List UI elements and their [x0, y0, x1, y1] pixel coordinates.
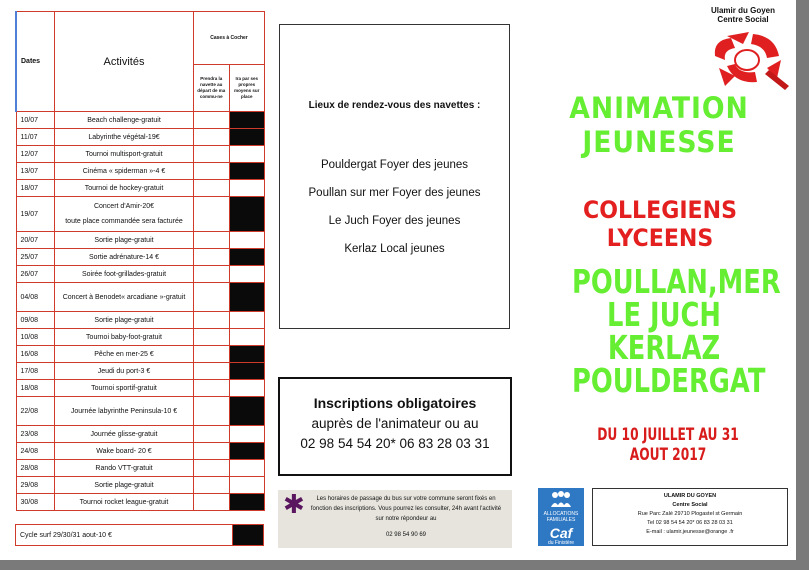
header-checkboxes: Cases à Cocher [194, 12, 265, 65]
page-shadow-bottom [0, 560, 809, 570]
own-means-checkbox[interactable] [229, 443, 265, 460]
shuttle-checkbox[interactable] [194, 232, 230, 249]
header-dates: Dates [16, 12, 55, 112]
shuttle-checkbox[interactable] [194, 180, 230, 197]
registration-text: auprès de l'animateur ou au [311, 416, 479, 431]
table-row [16, 146, 265, 163]
table-row [16, 380, 265, 397]
own-means-checkbox[interactable] [229, 283, 265, 312]
activity-label: Tournoi rocket league-gratuit [79, 498, 169, 506]
shuttle-checkbox[interactable] [194, 346, 230, 363]
jeunesse-line: JEUNESSE [582, 125, 736, 159]
row-date: 18/08 [16, 380, 55, 397]
row-date: 30/08 [16, 494, 55, 511]
table-row [16, 443, 265, 460]
own-means-checkbox[interactable] [229, 163, 265, 180]
own-means-checkbox[interactable] [229, 232, 265, 249]
bus-note-phone: 02 98 54 90 69 [385, 532, 427, 538]
table-row [16, 180, 265, 197]
table-row [16, 494, 265, 511]
row-date: 22/08 [16, 397, 55, 426]
bus-note-text: Les horaires de passage du bus sur votre commune seront fixés en fonction des inscriptions. Vous pourrez les consulter, 24h avant l'activité sur notre répondeur au [310, 496, 502, 522]
activity-label: Pêche en mer-25 € [94, 350, 154, 358]
contact-address: Rue Parc Zalé 29710 Plogastel st Germain [637, 511, 743, 517]
row-date: 24/08 [16, 443, 55, 460]
contact-email[interactable]: E-mail : ulamir.jeunesse@orange .fr [646, 529, 734, 535]
shuttle-checkbox[interactable] [194, 477, 230, 494]
row-date: 13/07 [16, 163, 55, 180]
animation-title [557, 91, 761, 159]
row-activity [55, 443, 194, 460]
shuttle-checkbox[interactable] [194, 146, 230, 163]
asterisk-icon: ✱ [283, 489, 305, 519]
shuttle-checkbox[interactable] [194, 426, 230, 443]
shuttle-checkbox[interactable] [194, 329, 230, 346]
row-date: 18/07 [16, 180, 55, 197]
row-activity [55, 346, 194, 363]
town-name: KERLAZ [607, 328, 721, 367]
activity-label: Jeudi du port-3 € [97, 367, 151, 375]
header-shuttle-column: Prendra la navette au départ de ma commu-ne [194, 65, 230, 112]
row-date: 29/08 [16, 477, 55, 494]
row-activity [55, 426, 194, 443]
shuttle-checkbox[interactable] [194, 443, 230, 460]
audience-title [563, 196, 756, 252]
activity-label: Sortie plage-gratuit [94, 316, 154, 324]
own-means-checkbox[interactable] [229, 460, 265, 477]
own-means-checkbox[interactable] [229, 494, 265, 511]
shuttle-checkbox[interactable] [194, 266, 230, 283]
surf-cycle-label: Cycle surf 29/30/31 aout-10 € [20, 531, 112, 539]
brand-line-1: Ulamir du Goyen [710, 6, 775, 15]
activity-label: Rando VTT-gratuit [95, 464, 153, 472]
animation-line: ANIMATION [569, 91, 749, 125]
row-activity [55, 397, 194, 426]
row-activity [55, 460, 194, 477]
row-date: 09/08 [16, 312, 55, 329]
town-name: POULLAN,MER [571, 262, 781, 301]
activity-note: toute place commandée sera facturée [65, 218, 183, 225]
surf-cycle-checkbox[interactable] [232, 525, 263, 545]
event-dates: DU 10 JUILLET AU 31 AOUT 2017 [597, 425, 739, 465]
own-means-checkbox[interactable] [229, 180, 265, 197]
shuttle-checkbox[interactable] [194, 249, 230, 266]
row-activity [55, 129, 194, 146]
row-date: 04/08 [16, 283, 55, 312]
row-date: 10/08 [16, 329, 55, 346]
own-means-checkbox[interactable] [229, 197, 265, 232]
row-activity [55, 477, 194, 494]
row-activity [55, 283, 194, 312]
row-date: 16/08 [16, 346, 55, 363]
meeting-places-title: Lieux de rendez-vous des navettes : [308, 100, 481, 111]
contact-phone: Tel 02 98 54 54 20* 06 83 28 03 31 [647, 520, 733, 526]
meeting-places-box [279, 24, 510, 329]
activity-label: Sortie adrénature-14 € [88, 253, 160, 261]
lyceens-line: LYCEENS [606, 224, 714, 252]
table-row [16, 346, 265, 363]
row-activity [55, 380, 194, 397]
activity-label: Sortie plage-gratuit [94, 236, 154, 244]
shuttle-checkbox[interactable] [194, 197, 230, 232]
row-date: 23/08 [16, 426, 55, 443]
own-means-checkbox[interactable] [229, 477, 265, 494]
page-shadow-right [796, 0, 809, 570]
row-activity [55, 494, 194, 511]
row-activity [55, 163, 194, 180]
row-date: 17/08 [16, 363, 55, 380]
row-date: 11/07 [16, 129, 55, 146]
own-means-checkbox[interactable] [229, 397, 265, 426]
shuttle-checkbox[interactable] [194, 363, 230, 380]
shuttle-checkbox[interactable] [194, 380, 230, 397]
caf-name: Caf [549, 525, 573, 541]
meeting-place: Kerlaz Local jeunes [344, 243, 445, 255]
towns-list [571, 262, 781, 400]
surf-cycle-row [15, 524, 264, 546]
table-row [16, 249, 265, 266]
activity-label: Soirée foot-grillades-gratuit [81, 270, 167, 278]
brand-name [688, 6, 798, 24]
row-date: 10/07 [16, 112, 55, 129]
own-means-checkbox[interactable] [229, 249, 265, 266]
table-row [16, 283, 265, 312]
table-row [16, 112, 265, 129]
own-means-checkbox[interactable] [229, 312, 265, 329]
activity-label: Journée glisse-gratuit [90, 430, 158, 438]
own-means-checkbox[interactable] [229, 426, 265, 443]
own-means-checkbox[interactable] [229, 112, 265, 129]
table-row [16, 363, 265, 380]
row-activity [55, 180, 194, 197]
table-row [16, 329, 265, 346]
activity-label: Concert d'Amir-20€ [93, 203, 155, 210]
own-means-checkbox[interactable] [229, 146, 265, 163]
own-means-checkbox[interactable] [229, 329, 265, 346]
shuttle-checkbox[interactable] [194, 112, 230, 129]
caf-line-1: ALLOCATIONS [543, 511, 579, 517]
caf-line-3: du Finistère [547, 540, 575, 546]
table-row [16, 163, 265, 180]
town-name: POULDERGAT [571, 361, 766, 400]
collegiens-line: COLLEGIENS [582, 196, 737, 224]
row-activity [55, 197, 194, 232]
shuttle-checkbox[interactable] [194, 163, 230, 180]
row-activity [55, 329, 194, 346]
contact-sub: Centre Social [672, 502, 708, 508]
own-means-checkbox[interactable] [229, 346, 265, 363]
activity-label: Sortie plage-gratuit [94, 481, 154, 489]
caf-line-2: FAMILIALES [546, 517, 576, 523]
activity-label: Journée labyrinthe Peninsula-10 € [70, 407, 178, 415]
table-row [16, 426, 265, 443]
table-row [16, 129, 265, 146]
own-means-checkbox[interactable] [229, 363, 265, 380]
own-means-checkbox[interactable] [229, 129, 265, 146]
activity-label: Tournoi baby-foot-gratuit [86, 333, 162, 341]
shuttle-checkbox[interactable] [194, 494, 230, 511]
row-date: 26/07 [16, 266, 55, 283]
table-row [16, 312, 265, 329]
brand-line-2: Centre Social [717, 15, 769, 24]
row-date: 20/07 [16, 232, 55, 249]
town-name: LE JUCH [607, 295, 721, 334]
own-means-checkbox[interactable] [229, 266, 265, 283]
row-date: 28/08 [16, 460, 55, 477]
row-activity [55, 146, 194, 163]
ulamir-logo-icon [705, 26, 789, 94]
shuttle-checkbox[interactable] [194, 397, 230, 426]
row-activity [55, 232, 194, 249]
header-activities: Activités [55, 12, 194, 112]
meeting-place: Le Juch Foyer des jeunes [328, 215, 461, 227]
row-date: 12/07 [16, 146, 55, 163]
caf-logo [538, 488, 584, 546]
activity-label: Concert à Benodet« arcadiane »-gratuit [62, 293, 186, 301]
row-activity [55, 266, 194, 283]
registration-phones: 02 98 54 54 20* 06 83 28 03 31 [300, 436, 490, 451]
activity-label: Labyrinthe végétal-19€ [88, 133, 160, 141]
row-activity [55, 249, 194, 266]
own-means-checkbox[interactable] [229, 380, 265, 397]
table-row [16, 460, 265, 477]
activity-label: Cinéma « spiderman »-4 € [82, 167, 166, 175]
contact-name: ULAMIR DU GOYEN [663, 493, 717, 499]
activity-label: Beach challenge-gratuit [87, 116, 161, 124]
meeting-place: Pouldergat Foyer des jeunes [320, 159, 469, 171]
activity-label: Wake board- 20 € [96, 447, 152, 455]
table-row [16, 397, 265, 426]
caf-people-icon [549, 491, 573, 509]
registration-title: Inscriptions obligatoires [313, 395, 477, 411]
shuttle-checkbox[interactable] [194, 283, 230, 312]
meeting-place: Poullan sur mer Foyer des jeunes [308, 187, 481, 199]
contact-box [592, 488, 788, 546]
row-date: 19/07 [16, 197, 55, 232]
header-own-means-column: Ira par ses propres moyens sur place [229, 65, 265, 112]
row-activity [55, 363, 194, 380]
table-row [16, 266, 265, 283]
row-activity [55, 112, 194, 129]
activity-label: Tournoi multisport-gratuit [85, 150, 163, 158]
activity-label: Tournoi de hockey-gratuit [84, 184, 164, 192]
registration-box [278, 377, 512, 476]
shuttle-checkbox[interactable] [194, 312, 230, 329]
table-row [16, 232, 265, 249]
row-date: 25/07 [16, 249, 55, 266]
shuttle-checkbox[interactable] [194, 460, 230, 477]
bus-schedule-note [278, 490, 512, 548]
shuttle-checkbox[interactable] [194, 129, 230, 146]
table-row [16, 197, 265, 232]
activity-schedule-table [15, 11, 265, 511]
activity-label: Tournoi sportif-gratuit [91, 384, 157, 392]
table-row [16, 477, 265, 494]
row-activity [55, 312, 194, 329]
